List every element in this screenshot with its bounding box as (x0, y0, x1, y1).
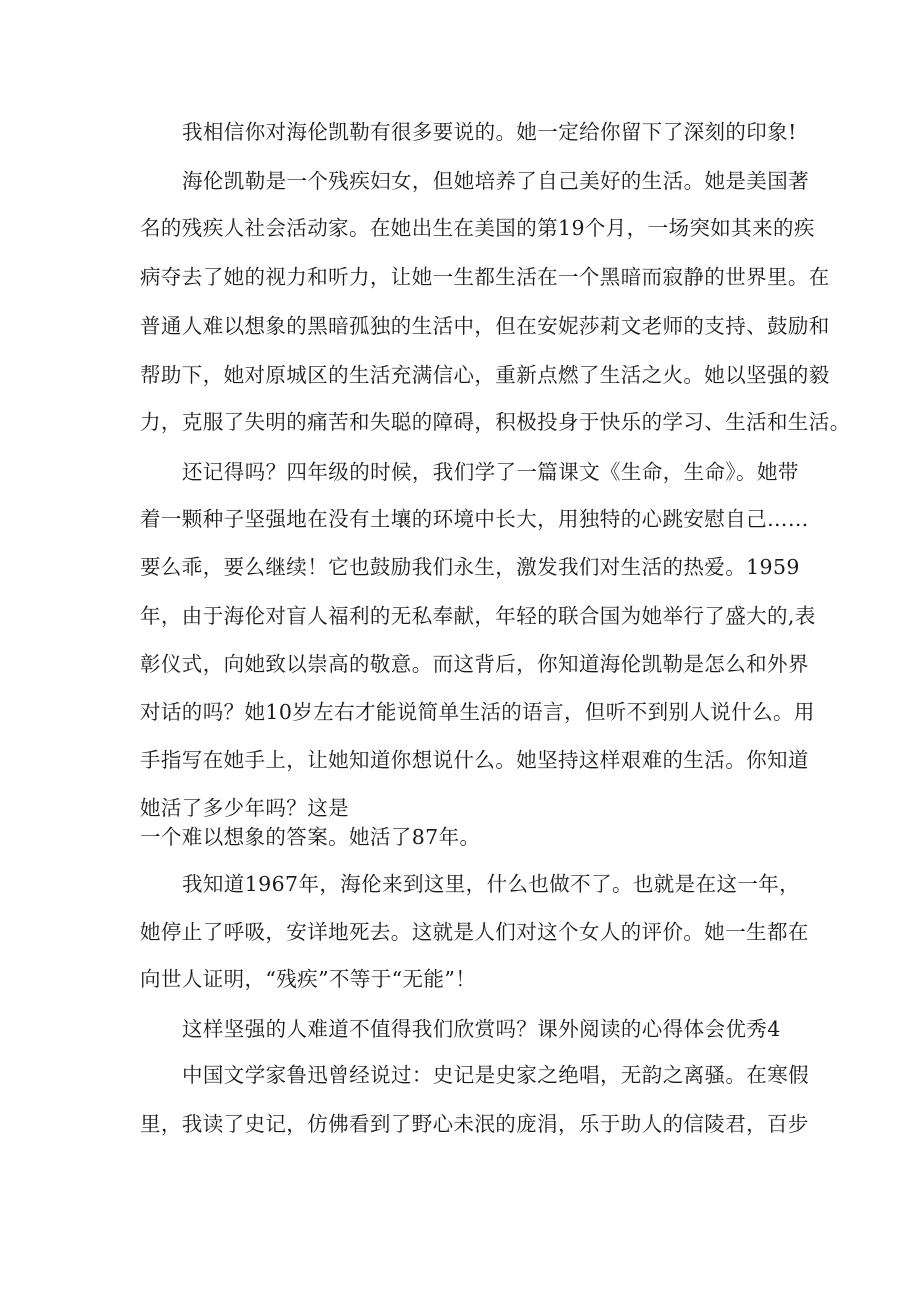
text-line: 她活了多少年吗？这是 (140, 796, 349, 820)
text-line: 她停止了呼吸，安详地死去。这就是人们对这个女人的评价。她一生都在 (140, 920, 809, 944)
text-line: 帮助下，她对原城区的生活充满信心，重新点燃了生活之火。她以坚强的毅 (140, 363, 830, 387)
text-line: 里，我读了史记，仿佛看到了野心未泯的庞涓，乐于助人的信陵君，百步 (140, 1112, 809, 1136)
text-line: 力，克服了失明的痛苦和失聪的障碍，积极投身于快乐的学习、生活和生活。 (140, 410, 851, 434)
text-line: 还记得吗？四年级的时候，我们学了一篇课文《生命，生命》。她带 (182, 460, 799, 484)
text-line: 我相信你对海伦凯勒有很多要说的。她一定给你留下了深刻的印象! (182, 120, 797, 144)
text-line: 对话的吗？她10岁左右才能说简单生活的语言，但听不到别人说什么。用 (140, 700, 815, 724)
text-line: 中国文学家鲁迅曾经说过：史记是史家之绝唱，无韵之离骚。在寒假 (182, 1063, 809, 1087)
text-line: 向世人证明，“残疾”不等于“无能”！ (140, 967, 477, 991)
text-line: 这样坚强的人难道不值得我们欣赏吗？课外阅读的心得体会优秀4 (182, 1017, 781, 1041)
text-line: 要么乖，要么继续！它也鼓励我们永生，激发我们对生活的热爱。1959 (140, 555, 800, 579)
text-line: 年，由于海伦对盲人福利的无私奉献，年轻的联合国为她举行了盛大的,表 (140, 604, 816, 628)
text-line: 手指写在她手上，让她知道你想说什么。她坚持这样艰难的生活。你知道 (140, 748, 809, 772)
text-line: 一个难以想象的答案。她活了87年。 (140, 825, 481, 849)
text-line: 我知道1967年，海伦来到这里，什么也做不了。也就是在这一年， (182, 872, 801, 896)
text-line: 着一颗种子坚强地在没有土壤的环境中长大，用独特的心跳安慰自己…… (140, 507, 809, 531)
text-line: 名的残疾人社会活动家。在她出生在美国的第19个月，一场突如其来的疾 (140, 216, 815, 240)
text-line: 普通人难以想象的黑暗孤独的生活中，但在安妮莎莉文老师的支持、鼓励和 (140, 314, 830, 338)
text-line: 彰仪式，向她致以崇高的敬意。而这背后，你知道海伦凯勒是怎么和外界 (140, 652, 809, 676)
text-line: 病夺去了她的视力和听力，让她一生都生活在一个黑暗而寂静的世界里。在 (140, 265, 830, 289)
text-line: 海伦凯勒是一个残疾妇女，但她培养了自己美好的生活。她是美国著 (182, 169, 809, 193)
